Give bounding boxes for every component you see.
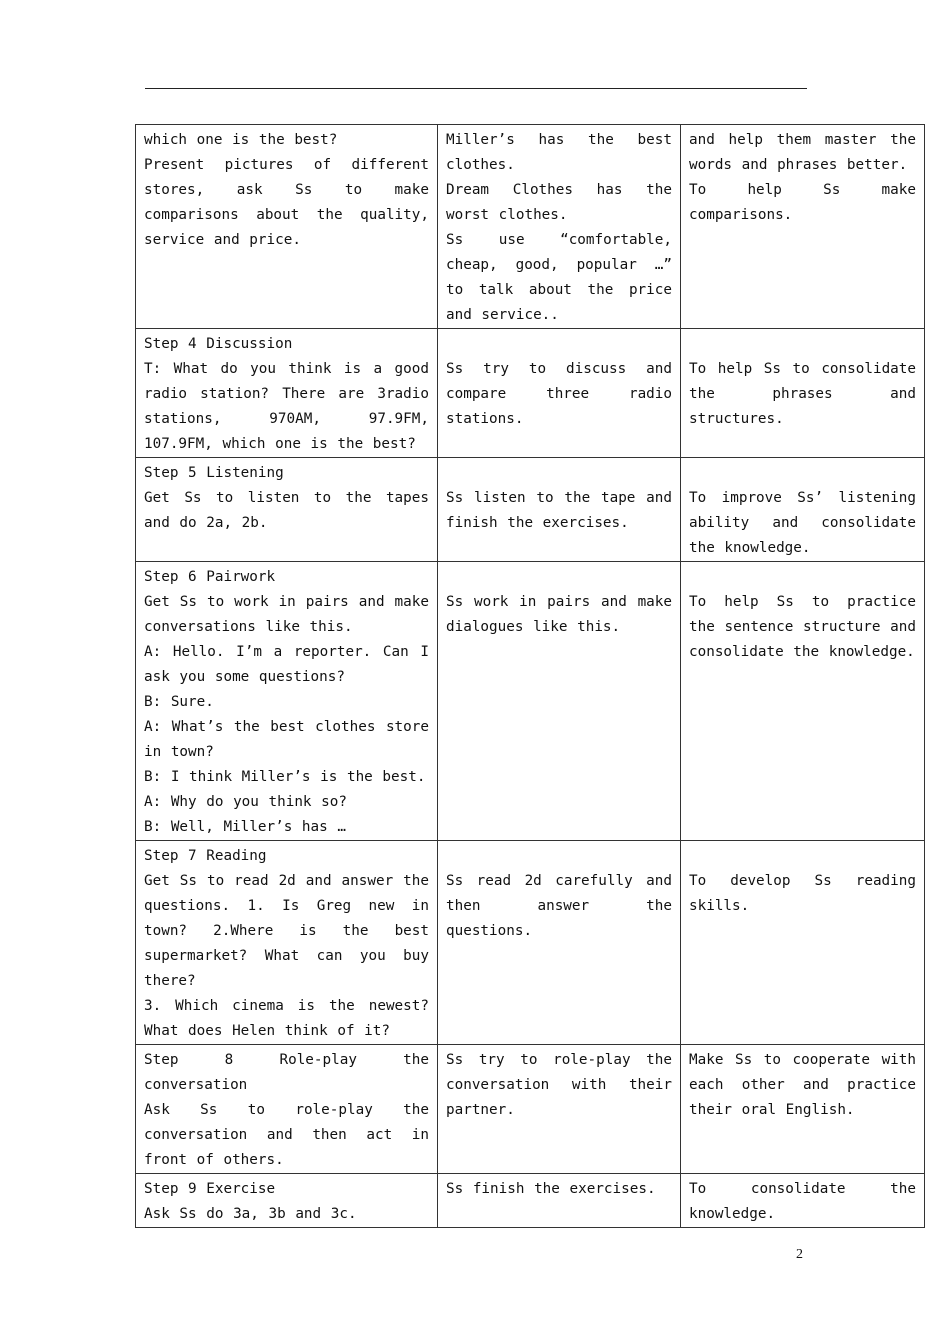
table-row <box>136 458 925 562</box>
step-title: Step 9 Exercise <box>144 1181 276 1197</box>
cell-line: Make Ss to cooperate with each other and practice their oral English. <box>689 1052 916 1118</box>
table-row <box>136 562 925 841</box>
step-title: Step 6 Pairwork <box>144 569 276 585</box>
cell-line: Ss work in pairs and make dialogues like this. <box>446 594 672 635</box>
step-title: Step 5 Listening <box>144 465 284 481</box>
cell-line: Ss read 2d carefully and then answer the questions. <box>446 873 672 939</box>
student-activity-cell <box>438 1174 681 1228</box>
cell-line: Ss try to discuss and compare three radio stations. <box>446 361 672 427</box>
cell-line: To help Ss to practice the sentence structure and consolidate the knowledge. <box>689 594 916 660</box>
lesson-plan-table <box>135 124 925 1228</box>
cell-line: and help them master the words and phrases better. <box>689 132 916 173</box>
cell-line: Ask Ss do 3a, 3b and 3c. <box>144 1206 357 1222</box>
dialogue-line: B: I think Miller’s is the best. <box>144 769 426 785</box>
student-activity-cell <box>438 125 681 329</box>
cell-line: To help Ss make comparisons. <box>689 182 916 223</box>
purpose-cell <box>681 1045 925 1174</box>
dialogue-line: A: What’s the best clothes store in town? <box>144 719 429 760</box>
purpose-cell <box>681 841 925 1045</box>
student-activity-cell <box>438 458 681 562</box>
teacher-activity-cell <box>136 1045 438 1174</box>
cell-line: Get Ss to read 2d and answer the questions. 1. Is Greg new in town? 2.Where is the best supermarket? What can you buy there? <box>144 873 429 989</box>
student-activity-cell <box>438 329 681 458</box>
cell-line: To help Ss to consolidate the phrases and structures. <box>689 361 916 427</box>
step-title: Step 8 Role-play the conversation <box>144 1052 429 1093</box>
cell-line: which one is the best? <box>144 132 338 148</box>
cell-line: Get Ss to work in pairs and make conversations like this. <box>144 594 429 635</box>
purpose-cell <box>681 1174 925 1228</box>
student-activity-cell <box>438 562 681 841</box>
step-title: Step 7 Reading <box>144 848 267 864</box>
student-activity-cell <box>438 841 681 1045</box>
table-row <box>136 1045 925 1174</box>
teacher-activity-cell <box>136 562 438 841</box>
table-row <box>136 125 925 329</box>
cell-line: Ask Ss to role-play the conversation and then act in front of others. <box>144 1102 429 1168</box>
cell-line: T: What do you think is a good radio station? There are 3radio stations, 970AM, 97.9FM, 107.9FM, which one is the best? <box>144 361 429 452</box>
cell-line: Dream Clothes has the worst clothes. <box>446 182 672 223</box>
purpose-cell <box>681 458 925 562</box>
cell-line: Ss finish the exercises. <box>446 1181 656 1197</box>
cell-line: To consolidate the knowledge. <box>689 1181 916 1222</box>
student-activity-cell <box>438 1045 681 1174</box>
cell-line: Ss use “comfortable, cheap, good, popular …” to talk about the price and service.. <box>446 232 672 323</box>
table-row <box>136 329 925 458</box>
cell-line: Ss listen to the tape and finish the exercises. <box>446 490 672 531</box>
teacher-activity-cell <box>136 458 438 562</box>
purpose-cell <box>681 329 925 458</box>
table-row <box>136 1174 925 1228</box>
dialogue-line: B: Well, Miller’s has … <box>144 819 346 835</box>
teacher-activity-cell <box>136 125 438 329</box>
dialogue-line: A: Why do you think so? <box>144 794 347 810</box>
dialogue-line: A: Hello. I’m a reporter. Can I ask you some questions? <box>144 644 429 685</box>
cell-line: 3. Which cinema is the newest? What does Helen think of it? <box>144 998 429 1039</box>
purpose-cell <box>681 562 925 841</box>
teacher-activity-cell <box>136 329 438 458</box>
cell-line: Miller’s has the best clothes. <box>446 132 672 173</box>
page-number: 2 <box>796 1247 803 1262</box>
step-title: Step 4 Discussion <box>144 336 293 352</box>
teacher-activity-cell <box>136 1174 438 1228</box>
cell-line: Present pictures of different stores, ask Ss to make comparisons about the quality, service and price. <box>144 157 429 248</box>
cell-line: Get Ss to listen to the tapes and do 2a, 2b. <box>144 490 429 531</box>
dialogue-line: B: Sure. <box>144 694 214 710</box>
cell-line: Ss try to role-play the conversation with their partner. <box>446 1052 672 1118</box>
teacher-activity-cell <box>136 841 438 1045</box>
table-row <box>136 841 925 1045</box>
cell-line: To improve Ss’ listening ability and consolidate the knowledge. <box>689 490 916 556</box>
header-rule <box>145 88 807 89</box>
cell-line: To develop Ss reading skills. <box>689 873 916 914</box>
purpose-cell <box>681 125 925 329</box>
